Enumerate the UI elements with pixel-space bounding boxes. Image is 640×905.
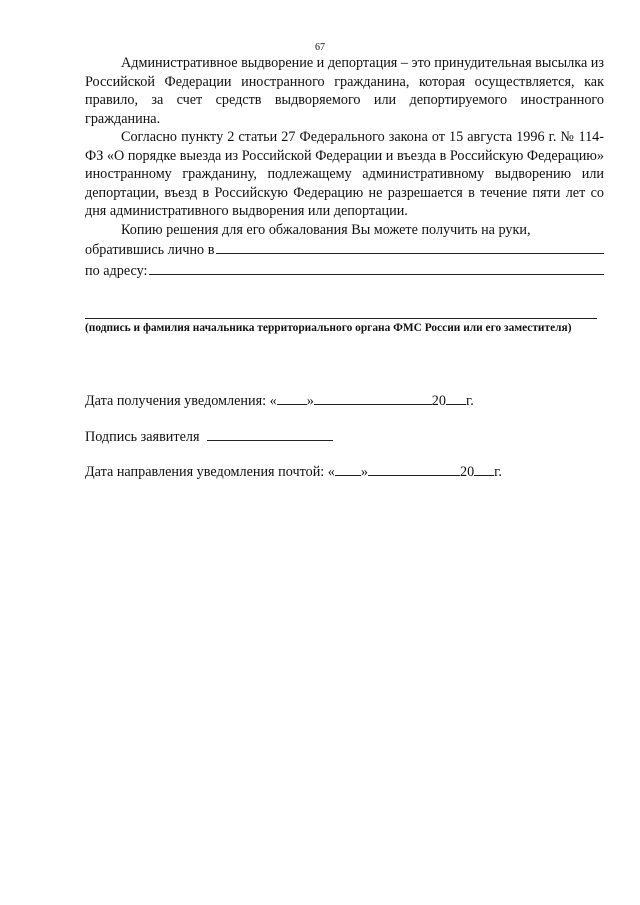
address-label: по адресу: [85,262,148,279]
receipt-year-prefix: 20 [431,393,446,409]
signature-line[interactable] [85,318,597,319]
signature-caption: (подпись и фамилия начальника территориального органа ФМС России или его заместителя) [85,322,572,334]
receipt-year-suffix: г. [465,393,474,409]
body-text [85,54,604,280]
receipt-year-field[interactable] [446,392,466,405]
mail-date-row [85,463,502,481]
mail-date-quote-close: » [360,464,368,480]
applicant-signature-label: Подпись заявителя [85,429,200,445]
receipt-date-quote-close: » [306,393,314,409]
paragraph-copy-of-decision: Копию решения для его обжалования Вы можете получить на руки, [121,221,531,238]
address-blank-field[interactable] [149,260,604,275]
mail-month-field[interactable] [368,463,460,476]
applicant-signature-field[interactable] [207,428,333,441]
mail-date-label: Дата направления уведомления почтой: « [85,464,335,480]
mail-year-prefix: 20 [459,464,475,480]
mail-day-field[interactable] [335,463,361,476]
receipt-date-row [85,392,474,410]
applicant-signature-row [85,428,333,446]
mail-year-suffix: г. [494,464,502,480]
authority-label: обратившись лично в [85,242,215,258]
fill-line-authority [85,239,604,260]
receipt-day-field[interactable] [277,392,307,405]
authority-blank-field[interactable] [216,239,604,254]
mail-year-field[interactable] [474,463,494,476]
fill-line-address [85,260,604,281]
page-number: 67 [315,42,325,53]
paragraph-entry-ban: Согласно пункту 2 статьи 27 Федерального закона от 15 августа 1996 г. № 114-ФЗ «О порядке выезда из Российской Федерации и въезда в Российскую Федерацию» иностранному гражданину, подлежащему административному выдворению или депортации, въезд в Российскую Федерацию не разрешается в течение пяти лет со дня административного выдворения или депортации. [85,129,604,219]
receipt-month-field[interactable] [314,392,432,405]
paragraph-deportation-definition: Административное выдворение и депортация – это принудительная высылка из Российской Федерации иностранного гражданина, которая осуществляется, как правило, за счет средств выдворяемого или депортируемого иностранного гражданина. [85,55,604,127]
receipt-date-label: Дата получения уведомления: « [85,393,277,409]
